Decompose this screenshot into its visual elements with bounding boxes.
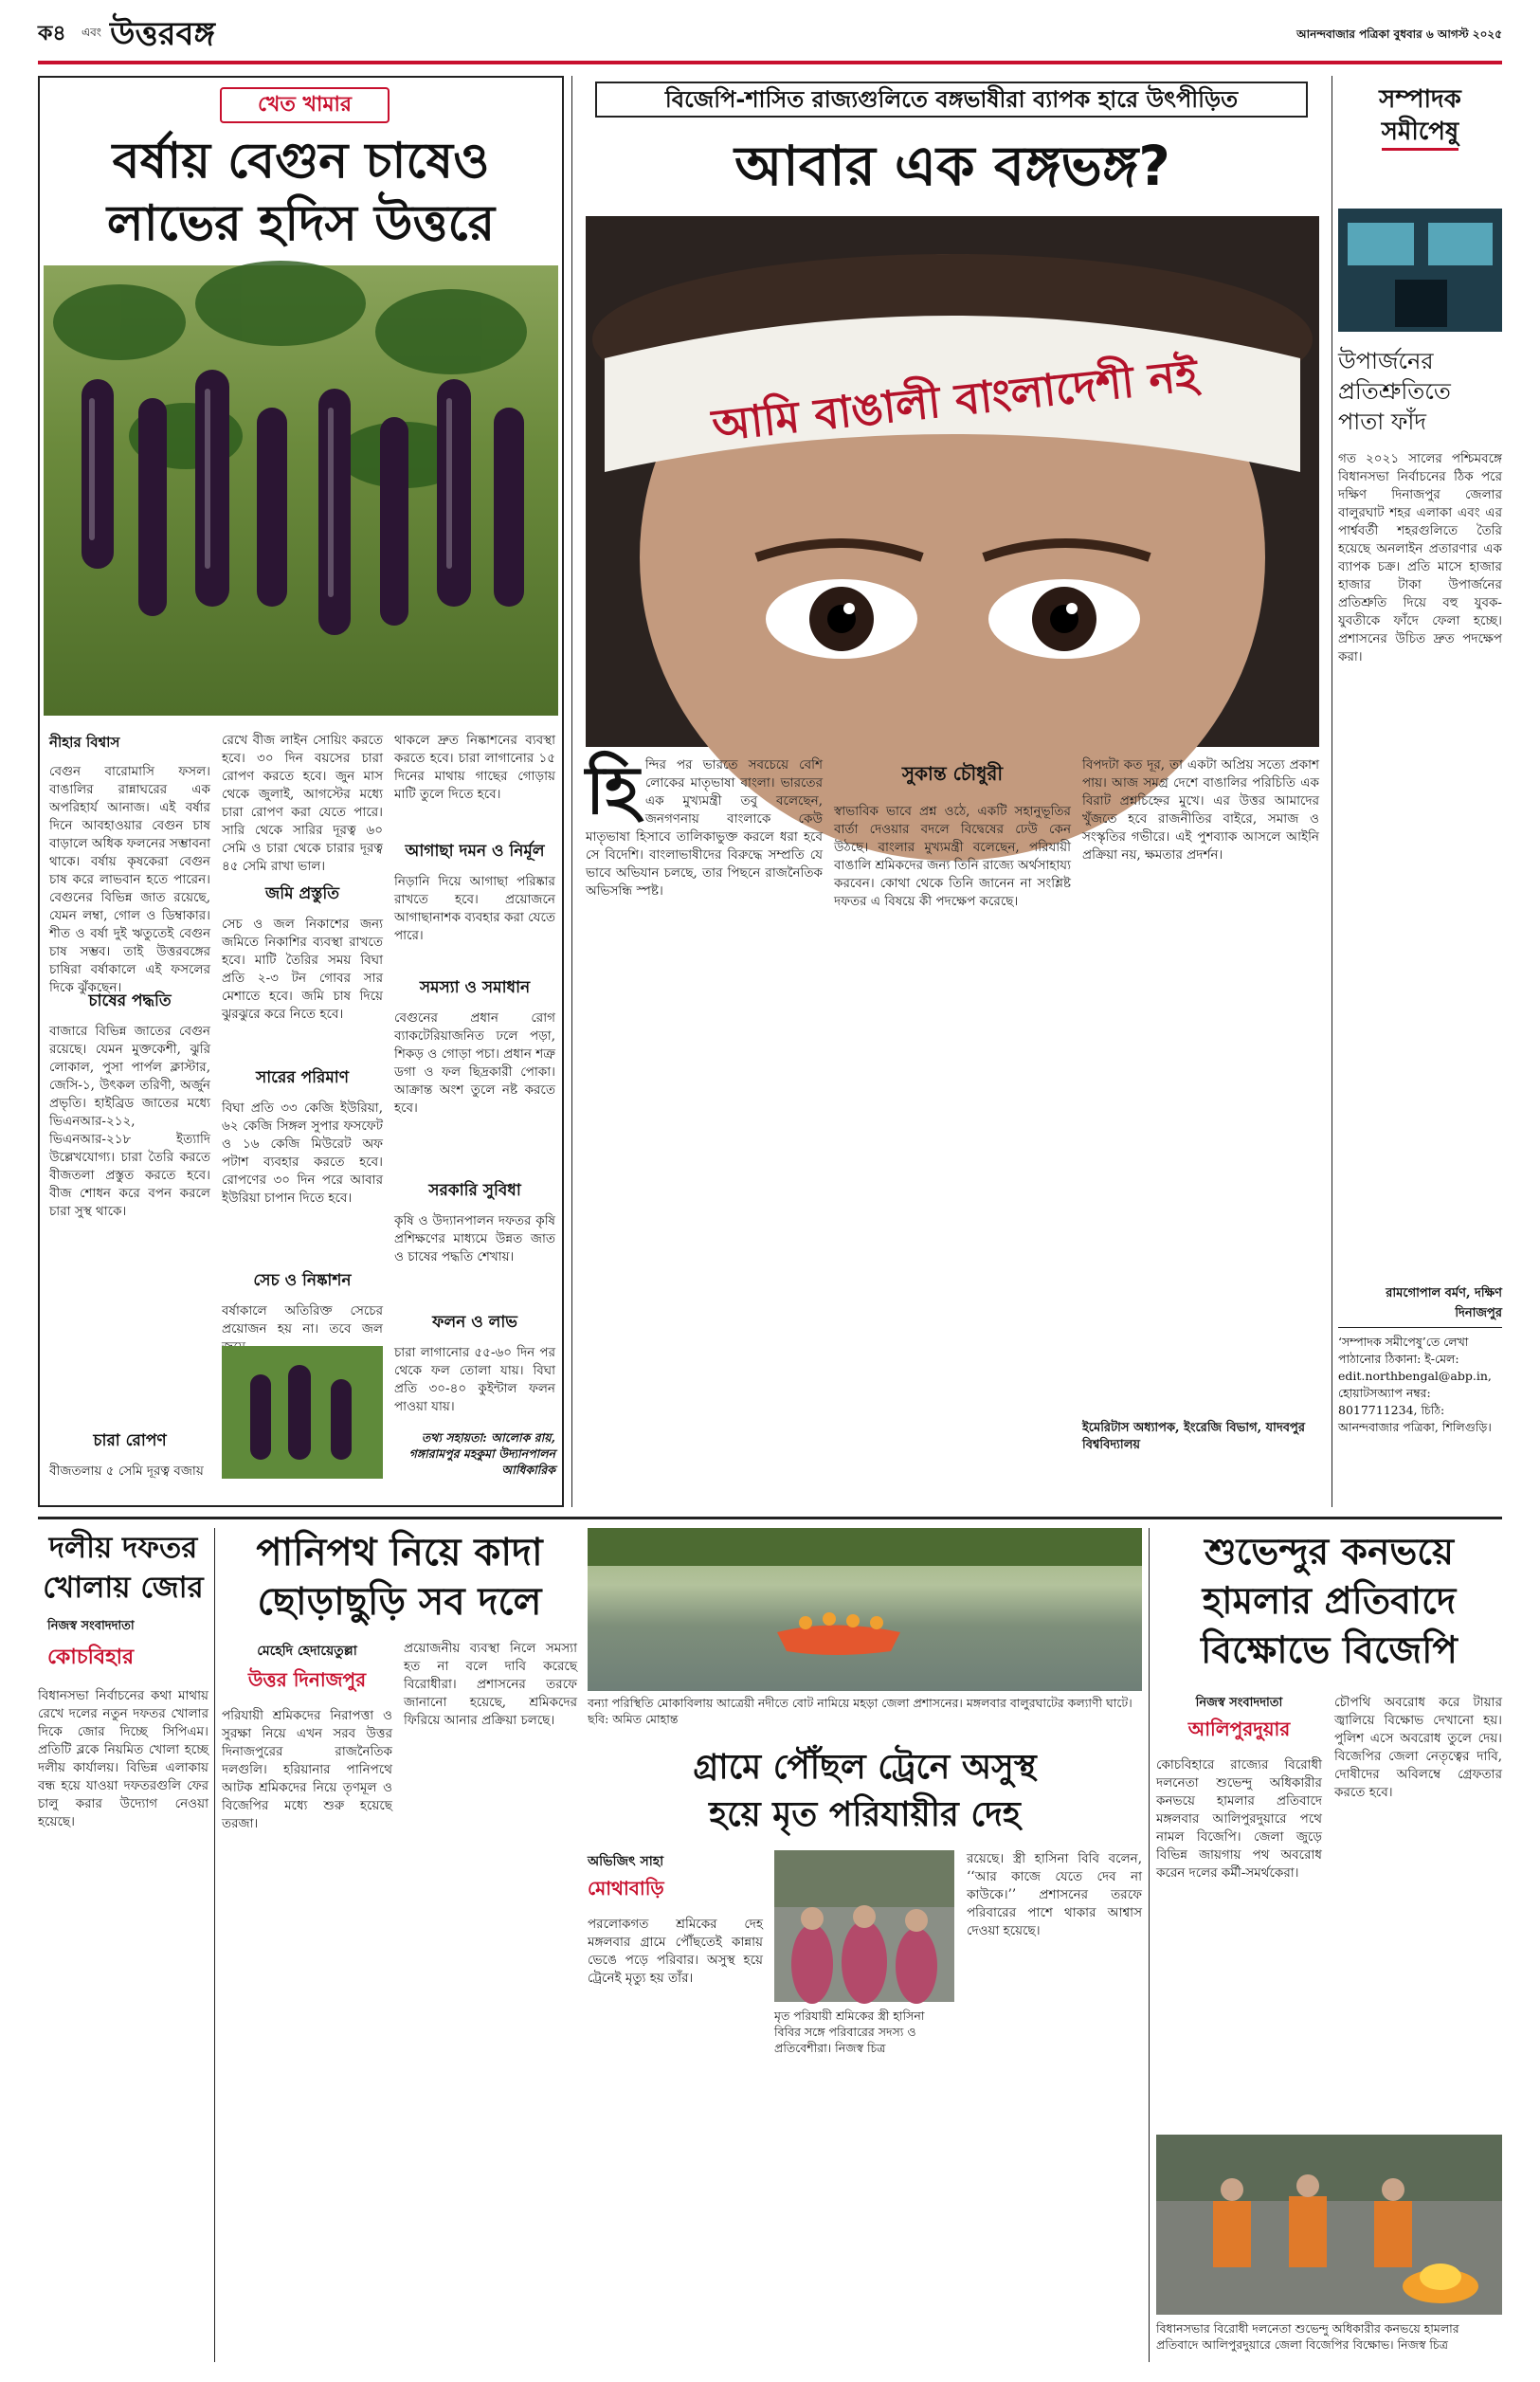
farm-headline-line1: বর্ষায় বেগুন চাষেও: [112, 133, 490, 190]
farm-sub-problem: সমস্যা ও সমাধান: [419, 978, 531, 997]
train-headline-line1: গ্রামে পৌঁছল ট্রেনে অসুস্থ: [693, 1748, 1037, 1787]
masthead-rule: [38, 61, 1502, 64]
eggplant-photo: [44, 265, 558, 716]
office-headline-line2: খোলায় জোর: [43, 1571, 204, 1605]
mud-dateline: উত্তর দিনাজপুর: [247, 1668, 367, 1691]
hacker-photo: [1338, 209, 1502, 332]
lead-col1: [586, 752, 823, 1496]
headband-illustration: [586, 216, 1319, 747]
farm-col1: [49, 732, 210, 1500]
farm-col1b-text: বাজারে বিভিন্ন জাতের বেগুন রয়েছে। যেমন মুক্তকেশী, ঝুরি লোকাল, পুসা পার্পল ক্লাস্টার, জেসি-১, উৎকল তরিণী, অর্জুন প্রভৃতি। হাইব্রিড জাতের মধ্যে ভিএনআর-২১২, ভিএনআর-২১৮ ইত্যাদি উল্লেখযোগ্য। চারা তৈরি করতে বীজতলা প্রস্তুত করতে হবে। বীজ শোধন করে বপন করলে চারা সুস্থ থাকে।: [49, 1024, 210, 1219]
office-correspondent: নিজস্ব সংবাদদাতা: [47, 1619, 135, 1633]
train-article: [588, 1744, 1142, 2362]
train-dateline: মোথাবাড়ি: [588, 1877, 664, 1900]
editor-heading-line1: সম্পাদক: [1379, 85, 1461, 114]
office-dateline: কোচবিহার: [47, 1646, 135, 1669]
convoy-col2-text: চৌপথি অবরোধ করে টায়ার জ্বালিয়ে বিক্ষোভ দেখানো হয়। পুলিশ এসে অবরোধ তুলে দেয়। বিজেপির জেলা নেতৃত্বের দাবি, দোষীদের অবিলম্বে গ্রেফতার করতে হবে।: [1334, 1695, 1502, 1800]
mud-headline-line2: ছোড়াছুড়ি সব দলে: [257, 1580, 542, 1624]
rescue-caption: বন্যা পরিস্থিতি মোকাবিলায় আত্রেয়ী নদীতে বোট নামিয়ে মহড়া জেলা প্রশাসনের। মঙ্গলবার বালুরঘাটের কল্যাণী ঘাটে। ছবি: অমিত মোহান্ত: [588, 1696, 1132, 1726]
farm-col3d-text: কৃষি ও উদ্যানপালন দফতর কৃষি প্রশিক্ষণের মাধ্যমে উন্নত জাত ও চাষের পদ্ধতি শেখায়।: [394, 1213, 555, 1264]
farm-col3e-text: চারা লাগানোর ৫৫-৬০ দিন পর থেকে ফল তোলা যায়। বিঘা প্রতি ৩০-৪০ কুইন্টাল ফলন পাওয়া যায়।: [394, 1345, 555, 1414]
farm-col2d-text: বর্ষাকালে অতিরিক্ত সেচের প্রয়োজন হয় না। তবে জল: [222, 1303, 383, 1336]
lead-kicker-text: বিজেপি-শাসিত রাজ্যগুলিতে বঙ্গভাষীরা ব্যাপক হারে উৎপীড়িত: [664, 86, 1239, 113]
paper-date: আনন্দবাজার পত্রিকা বুধবার ৬ আগস্ট ২০২৫: [1296, 27, 1502, 41]
editor-heading: [1338, 83, 1502, 151]
farm-sub-fert: সারের পরিমাণ: [255, 1068, 349, 1087]
letter-title: [1338, 346, 1502, 437]
convoy-left-rule: [1149, 1528, 1150, 2362]
lead-col2-text: স্বাভাবিক ভাবে প্রশ্ন ওঠে, একটি সহানুভূতির বার্তা দেওয়ার বদলে বিদ্বেষের ঢেউ কেন উঠছে। বাংলার মুখ্যমন্ত্রী বলেছেন, পরিযায়ী বাঙালি শ্রমিকদের জন্য তিনি রাজ্যে অর্থসাহায্য করবেন। কোথা থেকে তিনি জানেন না সংশ্লিষ্ট দফতর এ বিষয়ে কী পদক্ষেপ করেছে।: [834, 804, 1071, 909]
farm-col3-text: থাকলে দ্রুত নিষ্কাশনের ব্যবস্থা করতে হবে। চারা লাগানোর ১৫ দিনের মাথায় গাছের গোড়ায় মাটি তুলে দিতে হবে।: [394, 733, 555, 802]
office-body: বিধানসভা নির্বাচনের কথা মাথায় রেখে দলের নতুন দফতর খোলার দিকে জোর দিচ্ছে সিপিএম। প্রতিটি ব্লকে নিয়মিত খোলা হচ্ছে দলীয় কার্যালয়। বিভিন্ন এলাকায় বন্ধ হয়ে যাওয়া দফতরগুলি ফের চালু করার উদ্যোগ নেওয়া হয়েছে।: [38, 1688, 208, 1829]
letter-body: গত ২০২১ সালের পশ্চিমবঙ্গে বিধানসভা নির্বাচনের ঠিক পরে দক্ষিণ দিনাজপুর জেলার বালুরঘাট শহর এলাকা এবং এর পার্শ্ববর্তী শহরগুলিতে তৈরি হয়েছে অনলাইন প্রতারণার এক ব্যাপক চক্র। প্রতি মাসে হাজার হাজার টাকা উপার্জনের প্রতিশ্রুতি দিয়ে বহু যুবক-যুবতীকে ফাঁদে ফেলা হচ্ছে। প্রশাসনের উচিত দ্রুত পদক্ষেপ করা।: [1338, 451, 1502, 664]
convoy-photo: [1156, 2135, 1502, 2315]
farm-kicker: [220, 87, 390, 123]
farm-col2-text: রেখে বীজ লাইন সোয়িং করতে হবে। ৩০ দিন বয়সের চারা রোপণ করতে হবে। জুন মাস থেকে জুলাই, আগস্টের মধ্যে চারা রোপণ করা যেতে পারে। সারি থেকে সারির দূরত্ব ৬০ সেমি ও চারা থেকে চারার দূরত্ব ৪৫ সেমি রাখা ভাল।: [222, 733, 383, 874]
convoy-headline-line2: হামলার প্রতিবাদে: [1202, 1580, 1457, 1623]
letter-title-line1: উপার্জনের: [1338, 348, 1434, 374]
convoy-correspondent: নিজস্ব সংবাদদাতা: [1195, 1696, 1283, 1710]
farm-sub-yield: ফলন ও লাভ: [432, 1313, 517, 1332]
farm-col3: [394, 732, 555, 1500]
lead-affiliation: ইমেরিটাস অধ্যাপক, ইংরেজি বিভাগ, যাদবপুর বিশ্ববিদ্যালয়: [1082, 1421, 1305, 1452]
farm-sub-land: জমি প্রস্তুতি: [265, 884, 339, 903]
farm-kicker-text: খেত খামার: [257, 93, 353, 117]
farm-sub-irrig: সেচ ও নিষ্কাশন: [253, 1271, 352, 1290]
train-headline: [588, 1744, 1142, 1839]
farm-sub-seedling: চারা রোপণ: [93, 1431, 167, 1450]
lead-kicker: [595, 82, 1308, 118]
rescue-photo-block: [588, 1528, 1142, 1732]
lead-col3-text: বিপদটা কত দূর, তা একটা অপ্রিয় সত্যে প্রকাশ পায়। আজ সমগ্র দেশে বাঙালির পরিচিতি এক বিরাট প্রশ্নচিহ্নের মুখে। এর উত্তর আমাদের খুঁজতে হবে রাজনীতির বাইরে, সমাজ ও সংস্কৃতির গভীরে। এই পুশব্যাক আসলে আইনি প্রক্রিয়া নয়, ক্ষমতার প্রদর্শন।: [1082, 757, 1319, 863]
letter-signoff: রামগোপাল বর্মণ, দক্ষিণ দিনাজপুর: [1386, 1286, 1502, 1320]
convoy-headline-line3: বিক্ষোভে বিজেপি: [1201, 1629, 1458, 1672]
office-article: [38, 1528, 208, 2362]
editor-heading-line2: সমীপেষু: [1382, 116, 1458, 151]
masthead: [0, 0, 1540, 57]
letter-title-line3: পাতা ফাঁদ: [1338, 409, 1426, 435]
convoy-photo-caption: বিধানসভার বিরোধী দলনেতা শুভেন্দু অধিকারীর কনভয়ে হামলার প্রতিবাদে আলিপুরদুয়ারে জেলা বিজেপির বিক্ষোভ। নিজস্ব চিত্র: [1156, 2321, 1459, 2352]
mud-col1: [222, 1640, 392, 2360]
mud-headline-line1: পানিপথ নিয়ে কাদা: [256, 1531, 543, 1574]
editor-contact: ‘সম্পাদক সমীপেষু’তে লেখা পাঠানোর ঠিকানা: ই-মেল: edit.northbengal@abp.in, হোয়াটসঅ্যাপ নম্বর: 8017711234, চিঠি: আনন্দবাজার পত্রিকা, শিলিগুড়ি।: [1338, 1327, 1502, 1436]
headband-photo: [586, 216, 1319, 747]
farm-sub-weed: আগাছা দমন ও নির্মূল: [405, 842, 545, 861]
lead-col1-text: ন্দির পর ভারতে সবচেয়ে বেশি লোকের মাতৃভাষা বাংলা। ভারতের এক মুখ্যমন্ত্রী তবু বলেছেন, জনগণনায় বাংলাকে কেউ মাতৃভাষা হিসাবে তালিকাভুক্ত করলে ধরা হবে সে বিদেশি। বাংলাভাষীদের বিরুদ্ধে সম্প্রতি যে ভাবে অভিযান চলছে, তার পিছনে রাজনৈতিক অভিসন্ধি স্পষ্ট।: [586, 757, 823, 899]
mud-author: মেহেদি হেদায়েতুল্লা: [257, 1644, 357, 1659]
convoy-col1-text: কোচবিহারে রাজ্যের বিরোধী দলনেতা শুভেন্দু অধিকারীর কনভয়ে হামলার প্রতিবাদে মঙ্গলবার আলিপুরদুয়ারে পথে নামল বিজেপি। জেলা জুড়ে বিভিন্ন জায়গায় পথ অবরোধ করেন দলের কর্মী-সমর্থকেরা।: [1156, 1757, 1322, 1881]
farm-col2: [222, 732, 383, 1500]
farm-col1-text: বেগুন বারোমাসি ফসল। বাঙালির রান্নাঘরের এক অপরিহার্য আনাজ। এই বর্ষার দিনে আবহাওয়ার বেগুন চাষ বাড়ালে অধিক ফলনের সম্ভাবনা থাকে। বর্ষায় কৃষকেরা বেগুন চাষ করে লাভবান হতে পারেন। বেগুনের বিভিন্ন জাত রয়েছে, যেমন লম্বা, গোল ও ডিম্বাকার। শীত ও বর্ষা দুই ঋতুতেই বেগুন চাষ সম্ভব। তাই উত্তরবঙ্গের চাষিরা বর্ষাকালে এই ফসলের দিকে ঝুঁকছেন।: [49, 764, 210, 995]
train-photo-caption: মৃত পরিযায়ী শ্রমিকের স্ত্রী হাসিনা বিবির সঙ্গে পরিবারের সদস্য ও প্রতিবেশীরা। নিজস্ব চিত্র: [774, 2009, 925, 2055]
section-prefix: এবং: [82, 26, 101, 39]
train-col1-text: পরলোকগত শ্রমিকের দেহ মঙ্গলবার গ্রামে পৌঁছতেই কান্নায় ভেঙে পড়ে পরিবার। অসুস্থ হয়ে ট্রেনেই মৃত্যু হয় তাঁর।: [588, 1917, 763, 1986]
farm-credit: তথ্য সহায়তা: আলোক রায়, গঙ্গারামপুর মহকুমা উদ্যানপালন আধিকারিক: [408, 1430, 555, 1477]
convoy-headline-line1: শুভেন্দুর কনভয়ে: [1205, 1531, 1454, 1573]
train-headline-line2: হয়ে মৃত পরিযায়ীর দেহ: [709, 1795, 1021, 1834]
mud-article: [222, 1528, 577, 2362]
train-photo: [774, 1850, 954, 2002]
lead-article: [578, 76, 1327, 1507]
farm-col3c-text: বেগুনের প্রধান রোগ ব্যাকটেরিয়াজনিত ঢলে পড়া, শিকড় ও গোড়া পচা। প্রধান শত্রু ডগা ও ফল ছিদ্রকারী পোকা। আক্রান্ত অংশ তুলে নষ্ট করতে হবে।: [394, 1010, 555, 1116]
page-number: ক৪: [38, 22, 66, 45]
letter-title-line2: প্রতিশ্রুতিতে: [1338, 378, 1451, 405]
mud-headline: [222, 1528, 577, 1627]
farm-headline-line2: লাভের হদিস উত্তরে: [106, 195, 496, 252]
editor-column: [1338, 76, 1502, 1507]
office-right-rule: [214, 1528, 215, 2362]
mud-col1-text: পরিযায়ী শ্রমিকদের নিরাপত্তা ও সুরক্ষা নিয়ে এখন সরব উত্তর দিনাজপুরের রাজনৈতিক দলগুলি। হরিয়ানার পানিপথে আটক শ্রমিকদের নিয়ে তৃণমূল ও বিজেপির মধ্যে শুরু হয়েছে তরজা।: [222, 1708, 392, 1831]
lead-col3: [1082, 756, 1319, 1496]
train-author: অভিজিৎ সাহা: [588, 1854, 664, 1869]
fold-rule: [38, 1517, 1502, 1519]
farm-col3b-text: নিড়ানি দিয়ে আগাছা পরিষ্কার রাখতে হবে। প্রয়োজনে আগাছানাশক ব্যবহার করা যেতে পারে।: [394, 874, 555, 943]
office-headline: [38, 1528, 208, 1608]
train-photo-col: [774, 1850, 954, 2362]
lead-drop-cap: হি: [586, 752, 640, 829]
office-headline-line1: দলীয় দফতর: [48, 1531, 198, 1565]
farm-sub-method: চাষের পদ্ধতি: [88, 991, 172, 1010]
rescue-photo: [588, 1528, 1142, 1691]
farm-col2c-text: বিঘা প্রতি ৩৩ কেজি ইউরিয়া, ৬২ কেজি সিঙ্গল সুপার ফসফেট ও ১৬ কেজি মিউরেট অফ পটাশ ব্যবহার করতে হবে। রোপণের ৩০ দিন পরে আবার ইউরিয়া চাপান দিতে হবে।: [222, 1100, 383, 1206]
farm-col2b-text: সেচ ও জল নিকাশের জন্য জমিতে নিকাশির ব্যবস্থা রাখতে হবে। মাটি তৈরির সময় বিঘা প্রতি ২-৩ টন গোবর সার মেশাতে হবে। জমি চাষ দিয়ে ঝুরঝুরে করে নিতে হবে।: [222, 917, 383, 1022]
farm-headline: [40, 130, 562, 255]
train-col1: [588, 1850, 763, 2362]
lead-headline: আবার এক বঙ্গভঙ্গ?: [734, 134, 1170, 198]
convoy-col1: [1156, 1694, 1322, 2120]
section-name: উত্তরবঙ্গ: [110, 15, 215, 53]
eggplant-small-photo: [222, 1346, 383, 1479]
headband-text: আমি বাঙালী বাংলাদেশী নই: [709, 349, 1201, 451]
convoy-dateline: আলিপুরদুয়ার: [1187, 1718, 1291, 1740]
lead-left-rule: [571, 76, 572, 1507]
farm-sub-govt: সরকারি সুবিধা: [428, 1181, 521, 1200]
lead-author: সুকান্ত চৌধুরী: [901, 762, 1004, 785]
train-col2-text: রয়েছে। স্ত্রী হাসিনা বিবি বলেন, ‘‘আর কাজে যেতে দেব না কাউকে।’’ প্রশাসনের তরফে পরিবারের পাশে থাকার আশ্বাস দেওয়া হয়েছে।: [967, 1851, 1142, 1938]
convoy-headline: [1156, 1528, 1502, 1676]
eggplant-illustration: [44, 265, 558, 716]
farm-author: নীহার বিশ্বাস: [49, 734, 120, 751]
mud-col2-text: প্রয়োজনীয় ব্যবস্থা নিলে সমস্যা হত না বলে দাবি করেছে বিরোধীরা। প্রশাসনের তরফে জানানো হয়েছে, শ্রমিকদের ফিরিয়ে আনার প্রক্রিয়া চলছে।: [404, 1641, 577, 1728]
farm-col1c-text: বীজতলায় ৫ সেমি দূরত্ব বজায়: [49, 1464, 204, 1479]
farm-article: [38, 76, 564, 1507]
convoy-article: [1156, 1528, 1502, 2362]
lead-col2: [834, 756, 1071, 1496]
